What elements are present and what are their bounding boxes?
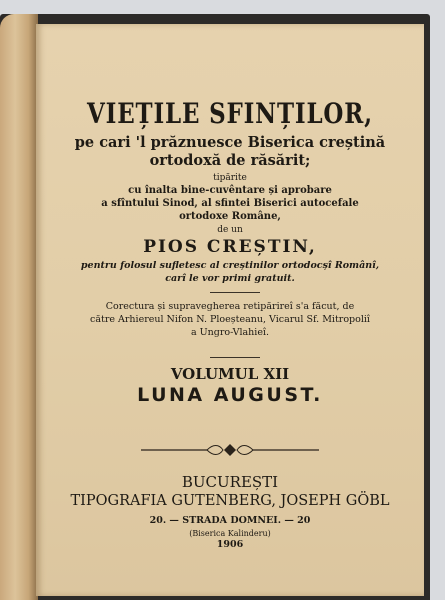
book (0, 14, 430, 600)
divider-rule-bottom (210, 357, 260, 358)
printer-name: TIPOGRAFIA GUTENBERG, JOSEPH GÖBL (70, 493, 390, 509)
title-page (36, 24, 424, 596)
month-label: LUNA AUGUST. (137, 384, 323, 406)
printer-church-note: (Biserica Kalinderu) (189, 529, 271, 538)
purpose-line-1: pentru folosul sufletesc al creștinilor ortodocșî Românî, (80, 260, 380, 271)
blessing-line-2: a sfîntului Sinod, al sfintei Biserici autocefale (101, 198, 359, 209)
blessing-line-3: ortodoxe Române, (179, 211, 281, 222)
purpose-line-2: carî le vor primi gratuit. (165, 273, 295, 284)
printed-label: tipărite (213, 173, 247, 183)
printer-address: 20. — STRADA DOMNEI. — 20 (149, 515, 311, 526)
correction-line-1: Corectura și supravegherea retipărireî s'a făcut, de (105, 301, 355, 312)
subtitle-line-2: ortodoxă de răsărit; (149, 152, 311, 169)
book-spine (0, 14, 38, 600)
by-label: de un (217, 225, 243, 235)
divider-rule-top (210, 292, 260, 293)
blessing-line-1: cu înalta bine-cuvêntare și aprobare (128, 185, 332, 196)
correction-line-2: către Arhiereul Nifon N. Ploeșteanu, Vicarul Sf. Mitropoliî (90, 314, 370, 325)
ornament-flourish-icon (141, 443, 319, 457)
author-name: PIOS CREȘTIN, (143, 237, 317, 257)
subtitle-line-1: pe cari 'l prăznuesce Biserica creștină (74, 134, 386, 151)
publication-city: BUCUREȘTI (181, 473, 279, 491)
publication-year: 1906 (216, 539, 244, 550)
correction-line-3: a Ungro-Vlahieî. (190, 327, 270, 338)
volume-label: VOLUMUL XII (170, 365, 290, 383)
book-title: VIEȚILE SFINȚILOR, (87, 97, 373, 130)
